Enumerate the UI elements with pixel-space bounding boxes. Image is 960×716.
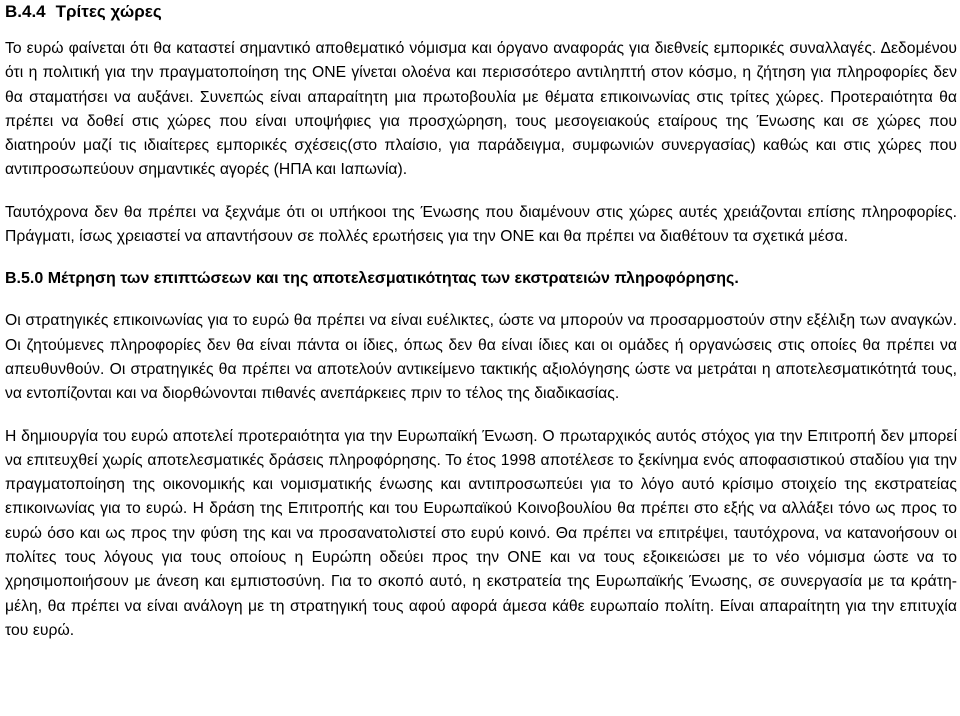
paragraph-strategies: Οι στρατηγικές επικοινωνίας για το ευρώ θα πρέπει να είναι ευέλικτες, ώστε να μπορούν να προσαρμοστούν στην εξέλιξη των αναγκών. Οι ζητούμενες πληροφορίες δεν θα είναι πάντα οι ίδιες, όπως δεν θα είναι ίδιες και οι ομάδες ή οργανώσεις στις οποίες θα πρέπει να απευθυνθούν. Οι στρατηγικές θα πρέπει να αποτελούν αντικείμενο τακτικής αξιολόγησης ώστε να μετράται η αποτελεσματικότητά τους, να εντοπίζονται και να διορθώνονται πιθανές ανεπάρκειες πριν το τέλος της διαδικασίας. bbox=[5, 312, 957, 403]
section-heading bbox=[5, 0, 957, 24]
paragraph-euro-priority: Η δημιουργία του ευρώ αποτελεί προτεραιότητα για την Ευρωπαϊκή Ένωση. Ο πρωταρχικός αυτός στόχος για την Επιτροπή δεν μπορεί να επιτευχθεί χωρίς αποτελεσματικές δράσεις πληροφόρησης. Το έτος 1998 αποτέλεσε το ξεκίνημα ενός αποφασιστικού σταδίου για την πραγματοποίηση της οικονομικής και νομισματικής ένωσης και αντιπροσωπεύει για το λόγο αυτό κρίσιμο στοιχείο της εκστρατείας επικοινωνίας για το ευρώ. Η δράση της Επιτροπής και του Ευρωπαϊκού Κοινοβουλίου θα πρέπει στο εξής να αλλάξει τόνο ως προς το ευρώ όσο και ως προς την φύση της και να προσανατολιστεί στο ευρύ κοινό. Θα πρέπει να επιτρέψει, ταυτόχρονα, να κατανοήσουν οι πολίτες τους λόγους για τους οποίους η Ευρώπη οδεύει προς την ΟΝΕ και να τους εξοικειώσει με το νέο νόμισμα ώστε να το χρησιμοποιήσουν με άνεση και εμπιστοσύνη. Για το σκοπό αυτό, η εκστρατεία της Ευρωπαϊκής Ένωσης, σε συνεργασία με τα κράτη-μέλη, θα πρέπει να είναι ανάλογη με τη στρατηγική τους αφού αφορά άμεσα κάθε ευρωπαίο πολίτη. Είναι απαραίτητη για την επιτυχία του ευρώ. bbox=[5, 427, 957, 639]
paragraph-third-countries-1: Το ευρώ φαίνεται ότι θα καταστεί σημαντικό αποθεματικό νόμισμα και όργανο αναφοράς για διεθνείς εμπορικές συναλλαγές. Δεδομένου ότι η πολιτική για την πραγματοποίηση της ΟΝΕ γίνεται ολοένα και περισσότερο αντιληπτή στον κόσμο, η ζήτηση για πληροφορίες δεν θα σταματήσει να αυξάνει. Συνεπώς είναι απαραίτητη μια πρωτοβουλία με θέματα επικοινωνίας στις τρίτες χώρες. Προτεραιότητα θα πρέπει να δοθεί στις χώρες που είναι υποψήφιες για προσχώρηση, τους μεσογειακούς εταίρους της Ένωσης και σε χώρες που διατηρούν μαζί τις ιδιαίτερες εμπορικές σχέσεις(στο πλαίσιο, για παράδειγμα, συμφωνιών συνεργασίας) καθώς και στις χώρες που αντιπροσωπεύουν σημαντικές αγορές (ΗΠΑ και Ιαπωνία). bbox=[5, 40, 957, 179]
subsection-heading: B.5.0 Μέτρηση των επιπτώσεων και της αποτελεσματικότητας των εκστρατειών πληροφόρησης. bbox=[5, 270, 739, 288]
document-page bbox=[5, 0, 957, 643]
paragraph-third-countries-2: Ταυτόχρονα δεν θα πρέπει να ξεχνάμε ότι οι υπήκοοι της Ένωσης που διαμένουν στις χώρες αυτές χρειάζονται επίσης πληροφορίες. Πράγματι, ίσως χρειαστεί να απαντήσουν σε πολλές ερωτήσεις για την ΟΝΕ και θα πρέπει να διαθέτουν τα σχετικά μέσα. bbox=[5, 203, 957, 246]
section-title: Τρίτες χώρες bbox=[55, 2, 162, 21]
section-number: B.4.4 bbox=[5, 2, 46, 21]
